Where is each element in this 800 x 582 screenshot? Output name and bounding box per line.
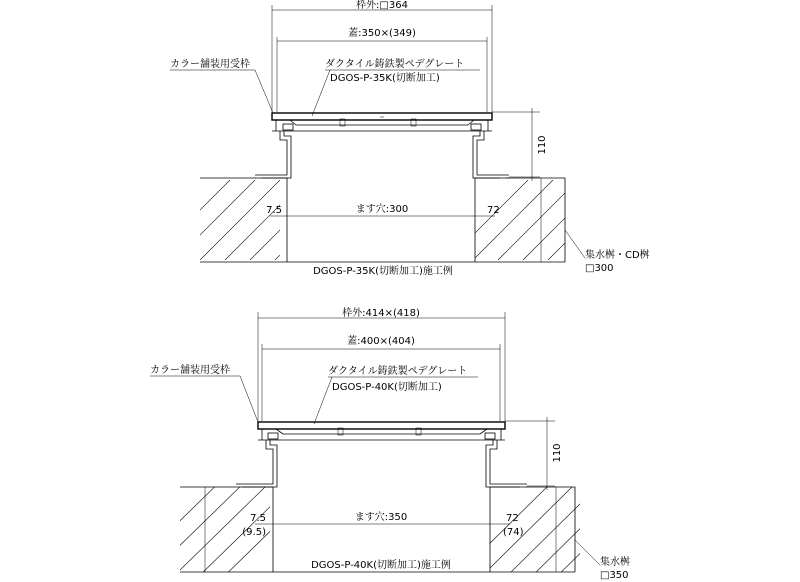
grate-leader [314,377,332,424]
frame-leader [240,376,258,422]
basin-wall-right [475,477,617,582]
pit-dimension [266,202,500,216]
height-label: 110 [537,135,548,155]
pit-label: ます穴:350 [354,512,408,523]
frame-outer-label: 枠外:414×(418) [342,308,420,319]
drawing-1 [170,0,650,298]
grate-assembly [272,113,492,131]
pit-dimension [242,510,523,538]
basin-size-label: □350 [600,570,629,581]
frame-leg-right [486,440,527,487]
grate-model-label: DGOS-P-40K(切断加工) [332,382,442,393]
left-gap-alt-label: (9.5) [242,527,266,538]
grate-label: ダクタイル鋳鉄製ペデグレート [325,59,465,70]
grate-label: ダクタイル鋳鉄製ペデグレート [328,366,468,377]
frame-leg-left [236,440,277,487]
right-gap-alt-label: (74) [503,527,524,538]
frame-type-label: カラー舗装用受枠 [150,365,230,376]
frame-outer-dimension [258,306,505,421]
height-dimension [492,108,548,181]
right-gap-label: 72 [506,513,519,524]
height-label: 110 [552,443,563,463]
frame-type-label: カラー舗装用受枠 [170,59,250,70]
basin-wall-left [170,160,325,290]
frame-leg-right [473,131,509,178]
basin-type-label: 集水桝・CD桝 [585,250,650,261]
lid-label: 蓋:400×(404) [347,336,415,347]
caption: DGOS-P-35K(切断加工)施工例 [313,266,453,277]
basin-wall-right [460,168,615,298]
basin-size-label: □300 [585,263,614,274]
pit-label: ます穴:300 [355,204,409,215]
grate-leader [312,70,330,116]
lid-dimension [262,334,500,421]
drawing-2 [150,306,630,582]
grate-model-label: DGOS-P-35K(切断加工) [330,73,440,84]
lid-label: 蓋:350×(349) [348,28,416,39]
frame-outer-dimension [272,0,492,112]
left-gap-label: 7.5 [250,513,266,524]
left-gap-label: 7.5 [266,205,282,216]
height-dimension [505,417,563,490]
caption: DGOS-P-40K(切断加工)施工例 [311,560,451,571]
grate-assembly [258,422,505,440]
basin-type-label: 集水桝 [600,557,630,568]
frame-outer-label: 枠外:□364 [356,0,408,11]
right-gap-label: 72 [487,205,500,216]
frame-leg-left [255,131,291,178]
